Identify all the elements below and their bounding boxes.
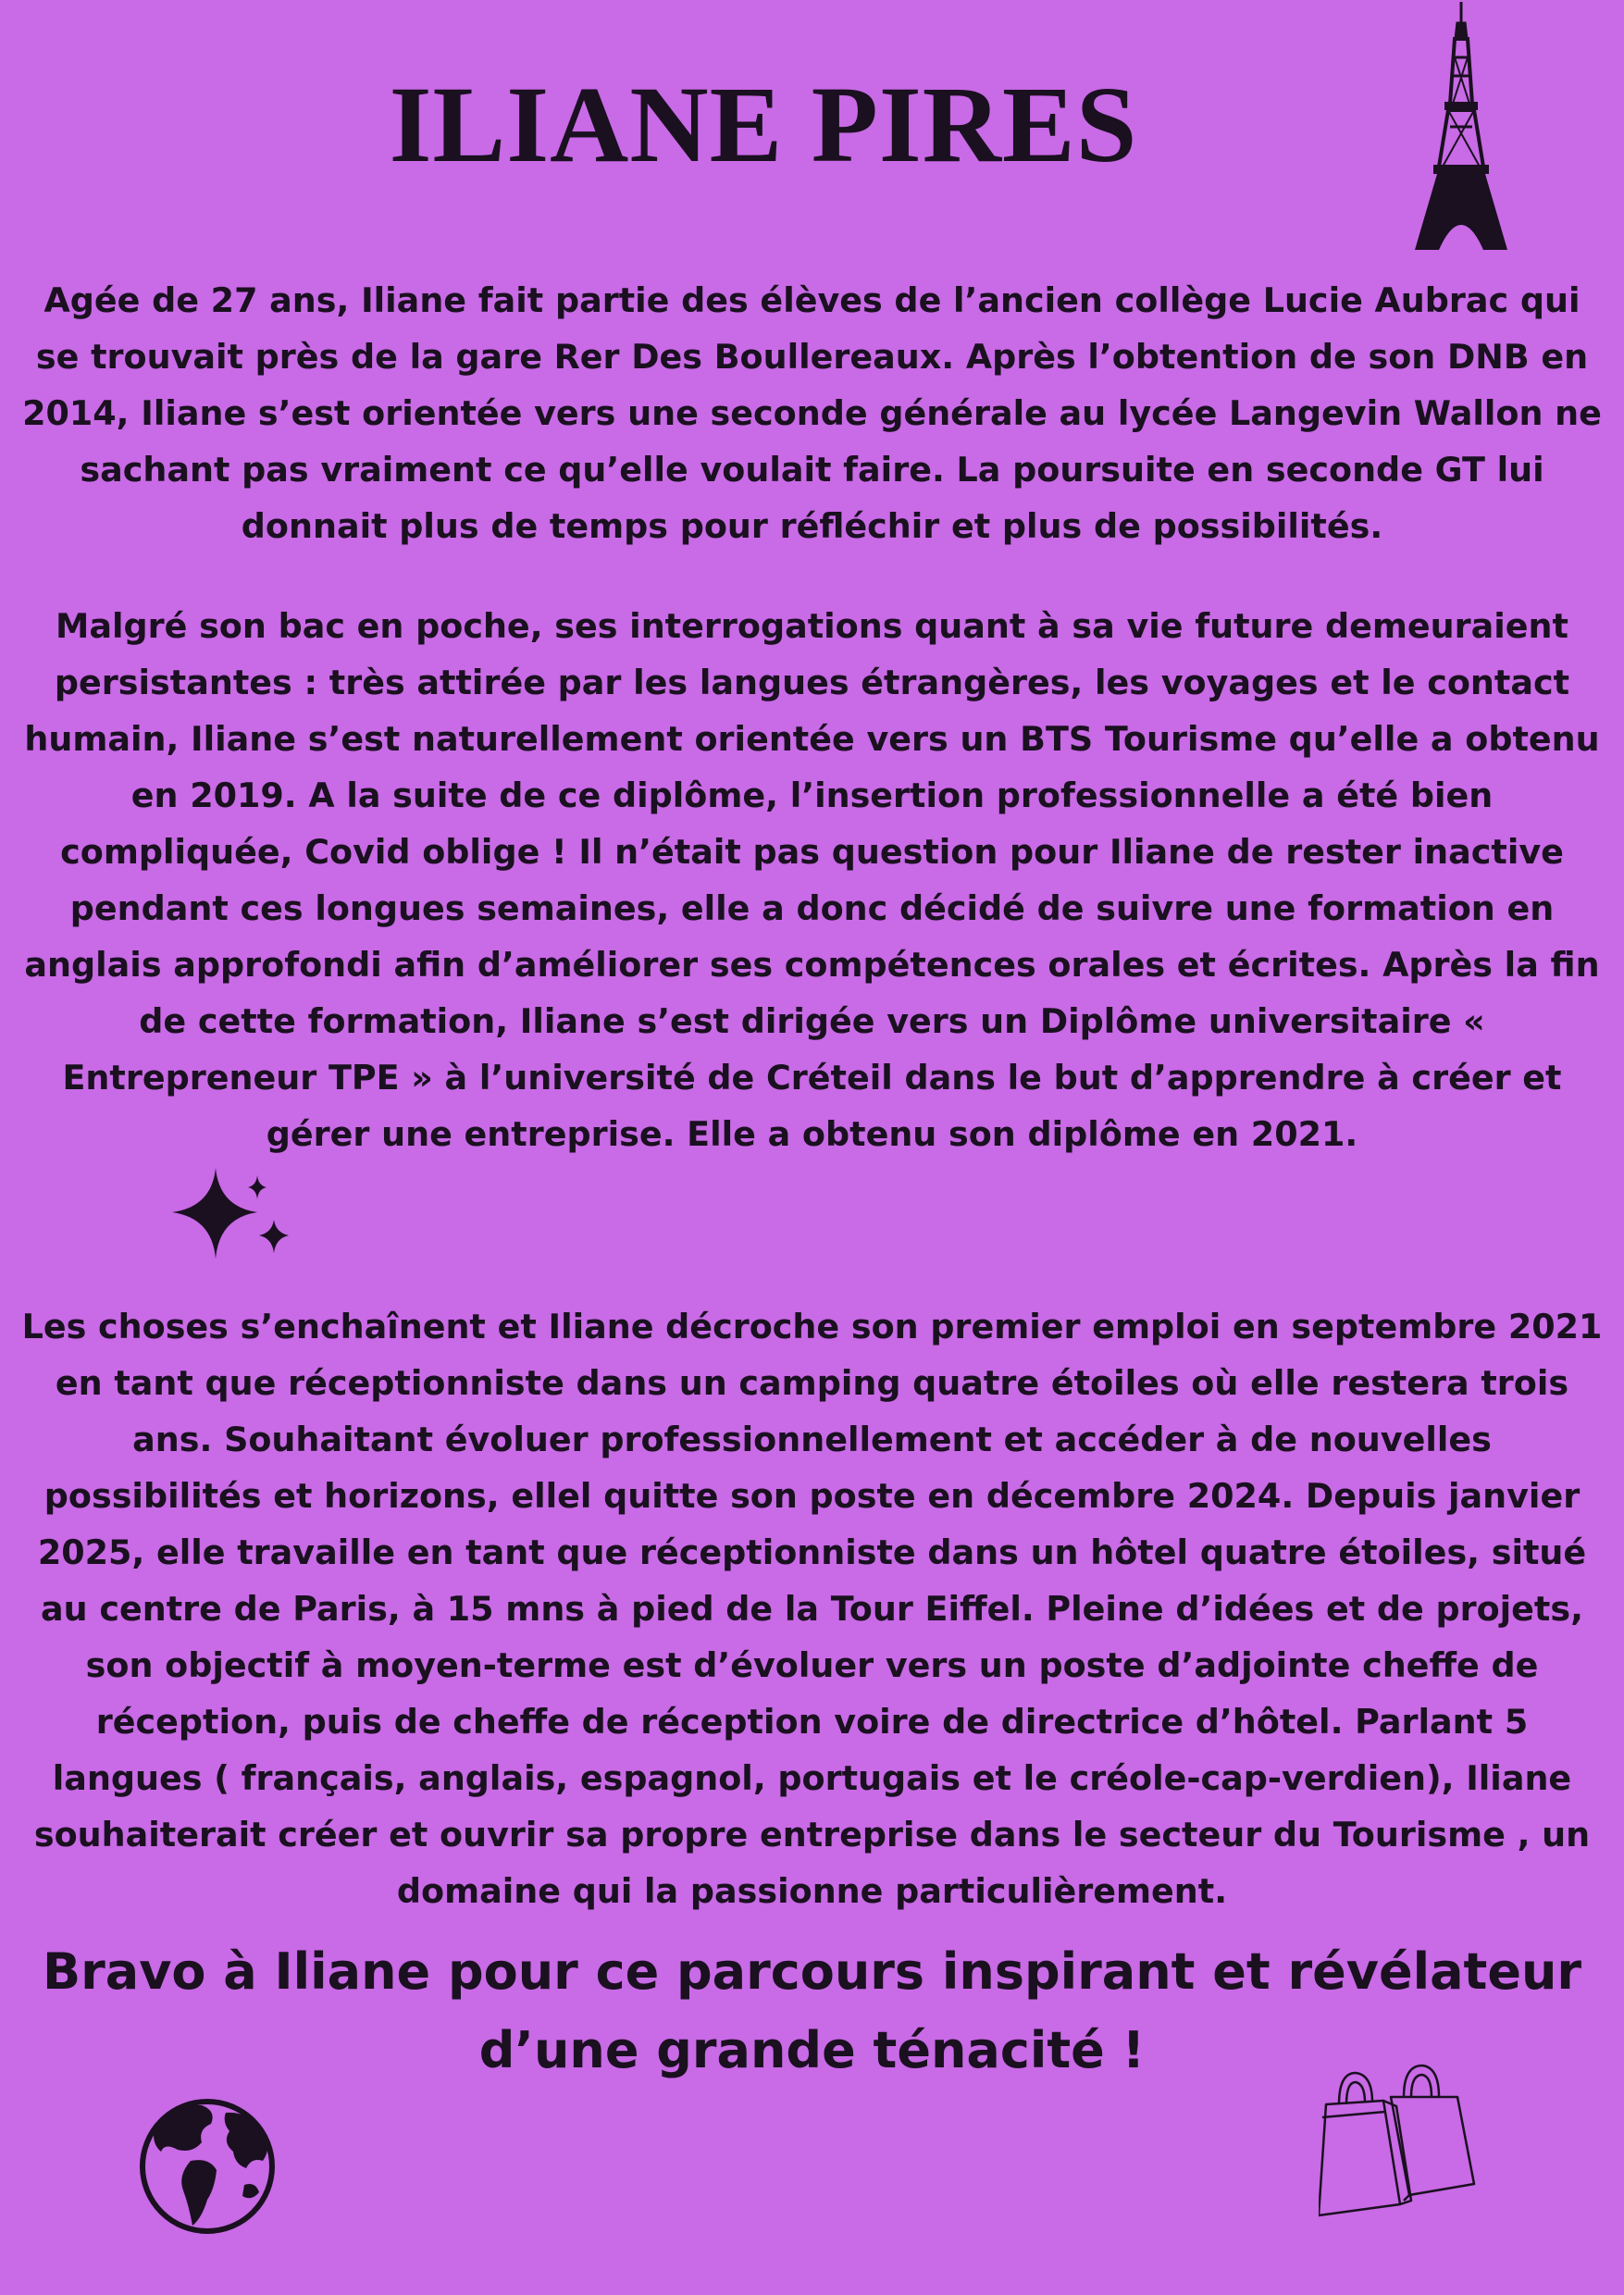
intro-paragraph: Agée de 27 ans, Iliane fait partie des élèves de l’ancien collège Lucie Aubrac qui se trouvait près de la gare Rer Des Boullereaux. Après l’obtention de son DNB en 2014, Iliane s’est orientée vers une seconde générale au lycée Langevin Wallon ne sachant pas vraiment ce qu’elle voulait faire. La poursuite en seconde GT lui donnait plus de temps pour réfléchir et plus de possibilités. <box>22 280 1602 546</box>
sparkles-icon <box>165 1166 304 1270</box>
education-paragraph: Malgré son bac en poche, ses interrogations quant à sa vie future demeuraient persistantes : très attirée par les langues étrangères, les voyages et le contact humain, Iliane s’est naturellement orientée vers un BTS Tourisme qu’elle a obtenu en 2019. A la suite de ce diplôme, l’insertion professionnelle a été bien compliquée, Covid oblige ! Il n’était pas question pour Iliane de rester inactive pendant ces longues semaines, elle a donc décidé de suivre une formation en anglais approfondi afin d’améliorer ses compétences orales et écrites. Après la fin de cette formation, Iliane s’est dirigée vers un Diplôme universitaire « Entrepreneur TPE » à l’université de Créteil dans le but d’apprendre à créer et gérer une entreprise. Elle a obtenu son diplôme en 2021. <box>24 606 1600 1154</box>
shopping-bags-icon <box>1319 2062 1485 2219</box>
page-title: ILIANE PIRES <box>389 64 1138 185</box>
closing-statement: Bravo à Iliane pour ce parcours inspirant et révélateur d’une grande ténacité ! <box>42 1942 1582 2079</box>
career-paragraph: Les choses s’enchaînent et Iliane décroche son premier emploi en septembre 2021 en tant que réceptionniste dans un camping quatre étoiles où elle restera trois ans. Souhaitant évoluer professionnellement et accéder à de nouvelles possibilités et horizons, ellel quitte son poste en décembre 2024. Depuis janvier 2025, elle travaille en tant que réceptionniste dans un hôtel quatre étoiles, situé au centre de Paris, à 15 mns à pied de la Tour Eiffel. Pleine d’idées et de projets, son objectif à moyen-terme est d’évoluer vers un poste d’adjointe cheffe de réception, puis de cheffe de réception voire de directrice d’hôtel. Parlant 5 langues ( français, anglais, espagnol, portugais et le créole-cap-verdien), Iliane souhaiterait créer et ouvrir sa propre entreprise dans le secteur du Tourisme , un domaine qui la passionne particulièrement. <box>21 1307 1603 1911</box>
eiffel-tower-icon <box>1411 2 1511 254</box>
globe-icon <box>137 2096 278 2237</box>
